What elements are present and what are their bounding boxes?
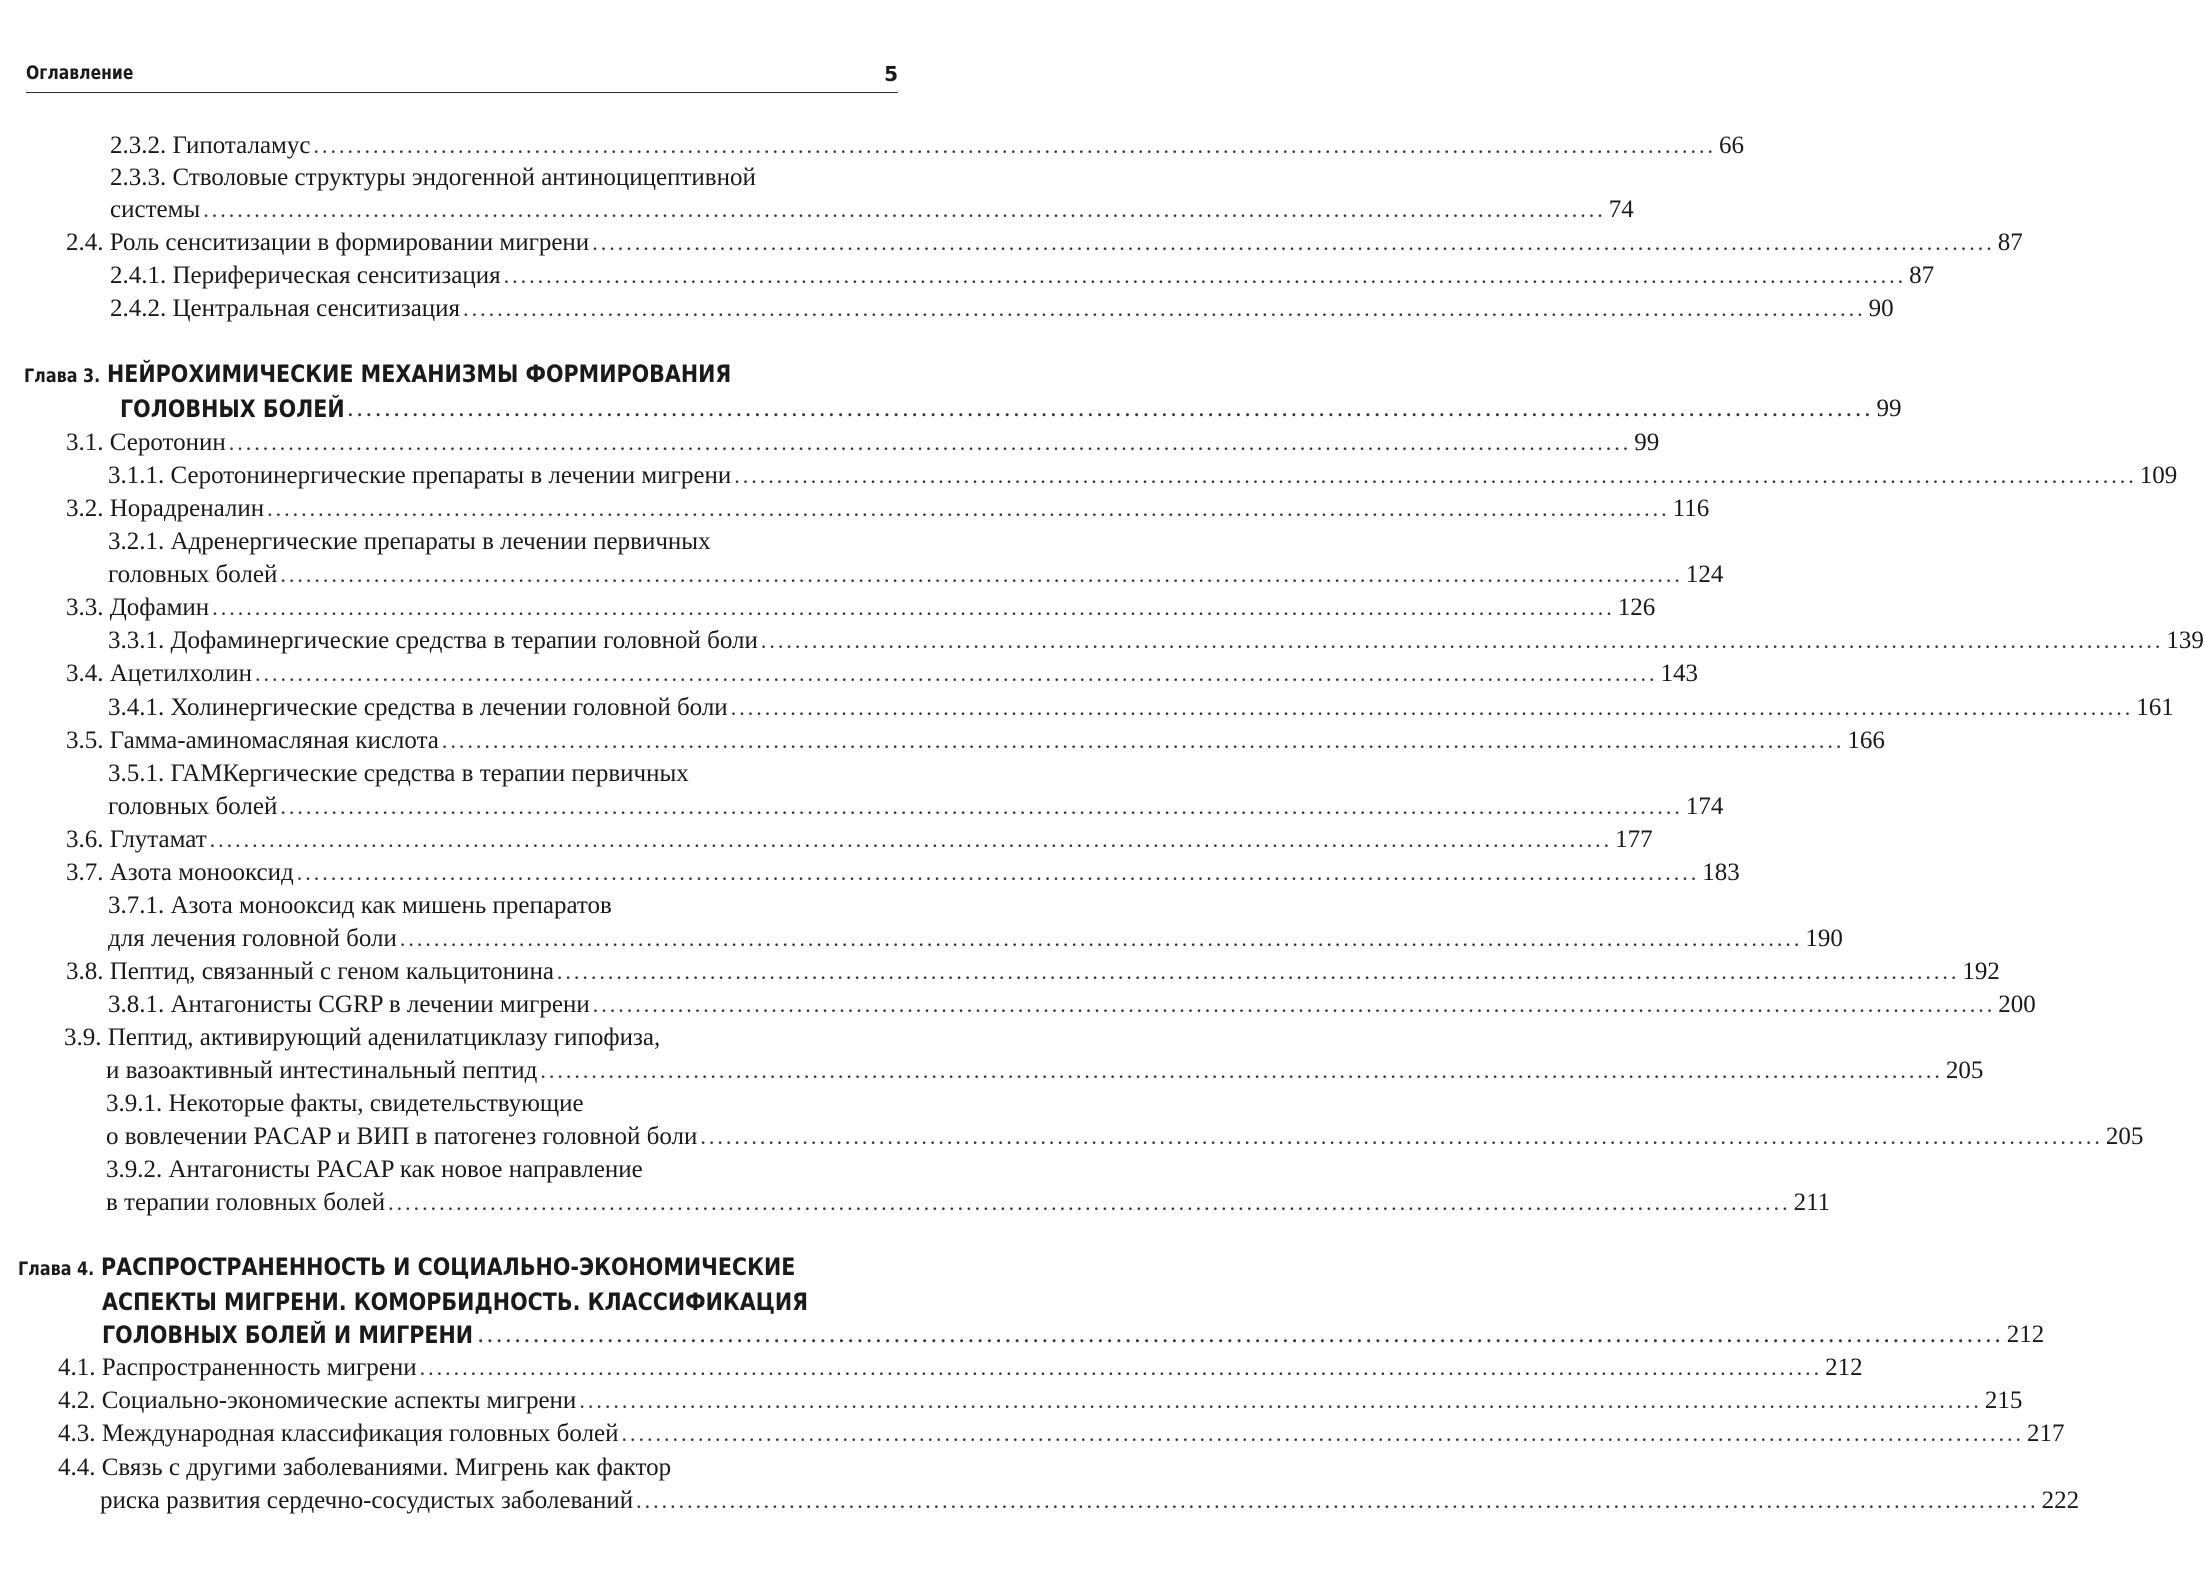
toc-page-ref: 66 xyxy=(1718,132,1744,159)
toc-chapter-3-cont[interactable]: ГОЛОВНЫХ БОЛЕЙ ..................................................................................................................................................................... 99 xyxy=(120,395,1902,423)
chapter-label: Глава 4. xyxy=(18,1258,95,1280)
toc-entry-3-8-1[interactable]: 3.8.1. Антагонисты CGRP в лечении мигрени ..................................................................................................................................................................... 200 xyxy=(108,989,890,1021)
running-head-title: Оглавление xyxy=(26,62,134,84)
toc-entry-3-4[interactable]: 3.4. Ацетилхолин ..................................................................................................................................................................... 143 xyxy=(66,658,890,690)
toc-entry-3-5[interactable]: 3.5. Гамма-аминомасляная кислота ..................................................................................................................................................................... 166 xyxy=(66,725,890,757)
toc-page-ref: 116 xyxy=(1672,495,1710,522)
toc-entry-3-7[interactable]: 3.7. Азота монооксид ..................................................................................................................................................................... 183 xyxy=(66,857,890,889)
toc-entry-3-9-2[interactable]: 3.9.2. Антагонисты PACAP как новое направление xyxy=(106,1156,643,1183)
page-header xyxy=(26,62,898,93)
toc-entry-4-4[interactable]: 4.4. Связь с другими заболеваниями. Мигрень как фактор xyxy=(58,1454,672,1481)
toc-page-ref: 139 xyxy=(2166,627,2204,654)
toc-page-ref: 109 xyxy=(2139,462,2178,489)
toc-page-ref: 99 xyxy=(1876,395,1902,422)
toc-entry-3-8[interactable]: 3.8. Пептид, связанный с геном кальцитонина ..................................................................................................................................................................... 192 xyxy=(66,956,890,988)
toc-entry-2-4-2[interactable]: 2.4.2. Центральная сенситизация ..................................................................................................................................................................... 90 xyxy=(110,293,890,325)
toc-page-ref: 212 xyxy=(2006,1321,2045,1348)
toc-page-ref: 211 xyxy=(1793,1189,1831,1216)
toc-page-ref: 174 xyxy=(1685,793,1724,820)
toc-entry-3-5-1[interactable]: 3.5.1. ГАМКергические средства в терапии первичных xyxy=(108,760,689,787)
toc-entry-3-9-1-cont[interactable]: о вовлечении PACAP и ВИП в патогенез головной боли ..................................................................................................................................................................... 205 xyxy=(106,1121,890,1153)
toc-entry-3-3[interactable]: 3.3. Дофамин ..................................................................................................................................................................... 126 xyxy=(66,592,890,624)
toc-entry-3-6[interactable]: 3.6. Глутамат ..................................................................................................................................................................... 177 xyxy=(66,824,890,856)
toc-entry-3-7-1-cont[interactable]: для лечения головной боли ..................................................................................................................................................................... 190 xyxy=(108,923,890,955)
toc-entry-2-3-3[interactable]: 2.3.3. Стволовые структуры эндогенной антиноцицептивной xyxy=(110,164,756,191)
toc-page-ref: 205 xyxy=(1945,1057,1984,1084)
toc-chapter-4-cont-2[interactable]: ГОЛОВНЫХ БОЛЕЙ И МИГРЕНИ ..................................................................................................................................................................... 212 xyxy=(102,1321,2045,1349)
toc-page-ref: 87 xyxy=(1909,262,1935,289)
toc-entry-3-5-1-cont[interactable]: головных болей ..................................................................................................................................................................... 174 xyxy=(108,791,890,823)
toc-page-ref: 215 xyxy=(1984,1387,2023,1414)
toc-page-ref: 190 xyxy=(1805,925,1843,952)
toc-entry-2-4[interactable]: 2.4. Роль сенситизации в формировании мигрени ..................................................................................................................................................................... 87 xyxy=(66,227,890,259)
toc-page-ref: 205 xyxy=(2105,1123,2144,1150)
toc-page-ref: 177 xyxy=(1615,826,1653,853)
page-number: 5 xyxy=(884,62,898,86)
toc-entry-3-3-1[interactable]: 3.3.1. Дофаминергические средства в терапии головной боли ..................................................................................................................................................................... 139 xyxy=(108,625,890,657)
toc-entry-3-7-1[interactable]: 3.7.1. Азота монооксид как мишень препаратов xyxy=(108,892,612,919)
toc-entry-3-9[interactable]: 3.9. Пептид, активирующий аденилатциклазу гипофиза, xyxy=(64,1024,661,1051)
toc-entry-3-9-1[interactable]: 3.9.1. Некоторые факты, свидетельствующие xyxy=(106,1090,584,1117)
toc-entry-4-4-cont[interactable]: риска развития сердечно-сосудистых заболеваний ..................................................................................................................................................................... 222 xyxy=(100,1485,890,1517)
toc-chapter-4[interactable]: Глава 4. РАСПРОСТРАНЕННОСТЬ И СОЦИАЛЬНО-ЭКОНОМИЧЕСКИЕ xyxy=(18,1253,890,1285)
toc-entry-3-9-2-cont[interactable]: в терапии головных болей ..................................................................................................................................................................... 211 xyxy=(106,1187,890,1219)
toc-page-ref: 217 xyxy=(2027,1420,2065,1447)
toc-entry-2-3-2[interactable]: 2.3.2. Гипоталамус ..................................................................................................................................................................... 66 xyxy=(110,130,890,162)
toc-page-ref: 161 xyxy=(2136,694,2174,721)
toc-entry-3-4-1[interactable]: 3.4.1. Холинергические средства в лечении головной боли ..................................................................................................................................................................... 161 xyxy=(108,692,890,724)
toc-page-ref: 183 xyxy=(1702,859,1740,886)
toc-entry-2-4-1[interactable]: 2.4.1. Периферическая сенситизация ..................................................................................................................................................................... 87 xyxy=(110,260,890,292)
toc-page-ref: 166 xyxy=(1847,727,1885,754)
toc-entry-3-1[interactable]: 3.1. Серотонин ..................................................................................................................................................................... 99 xyxy=(66,427,890,459)
toc-page-ref: 74 xyxy=(1608,196,1634,223)
toc-page-ref: 222 xyxy=(2041,1487,2080,1514)
toc-entry-4-1[interactable]: 4.1. Распространенность мигрени ..................................................................................................................................................................... 212 xyxy=(58,1352,890,1384)
toc-entry-2-3-3-cont[interactable]: системы ..................................................................................................................................................................... 74 xyxy=(110,194,890,226)
toc-page-ref: 143 xyxy=(1660,660,1699,687)
toc-entry-3-2-1[interactable]: 3.2.1. Адренергические препараты в лечении первичных xyxy=(108,528,711,555)
toc-page-ref: 87 xyxy=(1997,229,2023,256)
toc-entry-3-9-cont[interactable]: и вазоактивный интестинальный пептид ..................................................................................................................................................................... 205 xyxy=(106,1055,890,1087)
toc-page-ref: 192 xyxy=(1962,958,2000,985)
toc-entry-4-2[interactable]: 4.2. Социально-экономические аспекты мигрени ..................................................................................................................................................................... 215 xyxy=(58,1385,890,1417)
toc-page-ref: 124 xyxy=(1685,561,1724,588)
toc-chapter-4-cont[interactable]: АСПЕКТЫ МИГРЕНИ. КОМОРБИДНОСТЬ. КЛАССИФИКАЦИЯ xyxy=(102,1288,809,1316)
toc-entry-3-2[interactable]: 3.2. Норадреналин ..................................................................................................................................................................... 116 xyxy=(66,493,890,525)
toc-chapter-3[interactable]: Глава 3. НЕЙРОХИМИЧЕСКИЕ МЕХАНИЗМЫ ФОРМИРОВАНИЯ xyxy=(24,360,890,392)
toc-entry-3-1-1[interactable]: 3.1.1. Серотонинергические препараты в лечении мигрени ..................................................................................................................................................................... 109 xyxy=(108,460,890,492)
toc-page-ref: 99 xyxy=(1634,429,1660,456)
toc-page-ref: 200 xyxy=(1998,991,2036,1018)
toc-entry-4-3[interactable]: 4.3. Международная классификация головных болей ..................................................................................................................................................................... 217 xyxy=(58,1418,890,1450)
toc-page-ref: 90 xyxy=(1868,295,1894,322)
toc-page-ref: 126 xyxy=(1617,594,1656,621)
chapter-label: Глава 3. xyxy=(24,365,101,387)
toc-page-ref: 212 xyxy=(1825,1354,1863,1381)
toc-entry-3-2-1-cont[interactable]: головных болей ..................................................................................................................................................................... 124 xyxy=(108,559,890,591)
